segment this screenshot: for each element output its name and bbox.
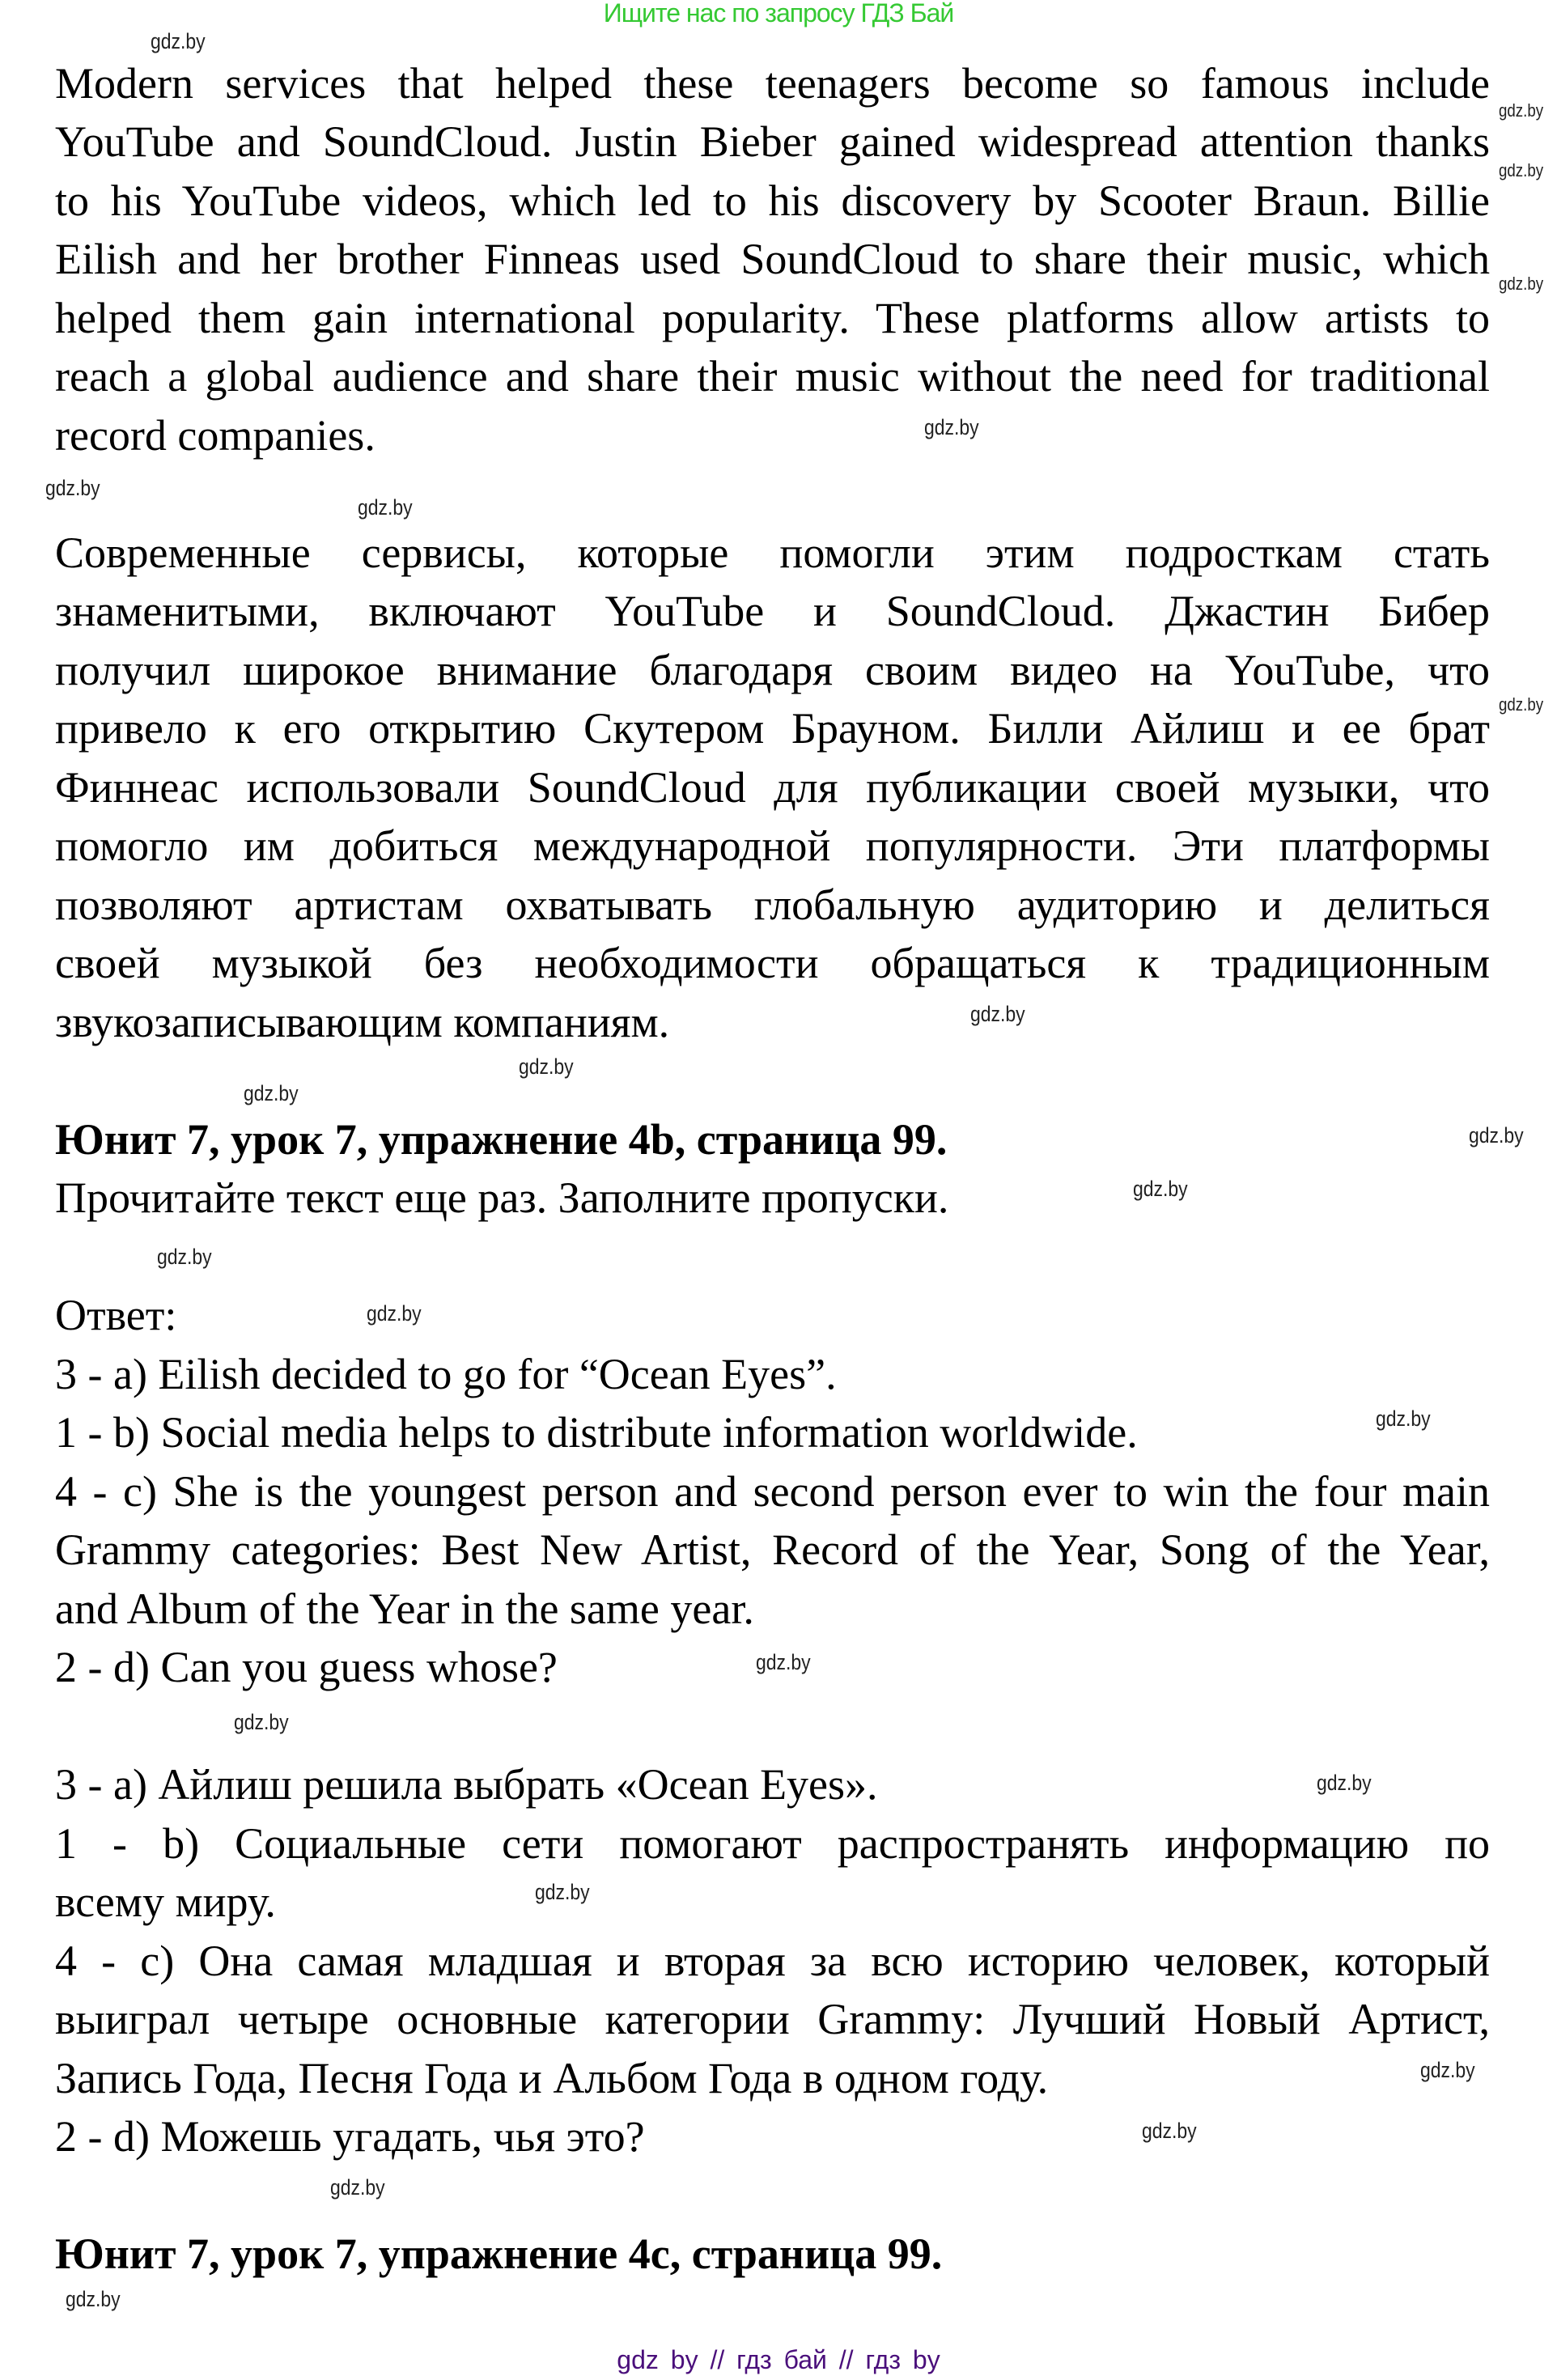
answer-en-line: 2 - d) Can you guess whose?	[55, 1643, 558, 1691]
answer-ru-line: Запись Года, Песня Года и Альбом Года в одном году.	[55, 2054, 1049, 2102]
english-text-line: YouTube and SoundCloud. Justin Bieber gained widespread attention thanks	[55, 117, 1490, 166]
answer-en-line: 4 - c) She is the youngest person and second person ever to win the four main	[55, 1467, 1490, 1516]
watermark: gdz.by	[1133, 1177, 1188, 1201]
answer-ru-line: 3 - a) Айлиш решила выбрать «Ocean Eyes».	[55, 1760, 878, 1809]
watermark: gdz.by	[330, 2175, 385, 2200]
watermark: gdz.by	[1499, 274, 1544, 294]
russian-text-line: Финнеас использовали SoundCloud для публикации своей музыки, что	[55, 763, 1490, 812]
watermark: gdz.by	[367, 1301, 422, 1326]
english-text-line: reach a global audience and share their music without the need for traditional	[55, 352, 1490, 401]
watermark: gdz.by	[1499, 694, 1544, 715]
answer-ru-line: 1 - b) Социальные сети помогают распространять информацию по	[55, 1819, 1490, 1868]
exercise-4b-instruction: Прочитайте текст еще раз. Заполните пропуски.	[55, 1173, 949, 1222]
russian-text-line: Современные сервисы, которые помогли этим подросткам стать	[55, 528, 1490, 577]
watermark: gdz.by	[1420, 2058, 1475, 2082]
watermark: gdz.by	[45, 476, 100, 500]
watermark: gdz.by	[358, 495, 413, 520]
watermark: gdz.by	[535, 1880, 590, 1904]
watermark: gdz.by	[1376, 1406, 1431, 1431]
watermark: gdz.by	[234, 1710, 289, 1734]
watermark: gdz.by	[924, 415, 979, 439]
watermark: gdz.by	[970, 1002, 1025, 1026]
watermark: gdz.by	[151, 29, 206, 53]
watermark: gdz.by	[1469, 1123, 1524, 1148]
answer-en-line: 3 - a) Eilish decided to go for “Ocean Eyes”.	[55, 1350, 837, 1398]
english-text-line: helped them gain international popularity. These platforms allow artists to	[55, 294, 1490, 342]
watermark: gdz.by	[66, 2287, 121, 2311]
search-banner[interactable]: Ищите нас по запросу ГДЗ Бай	[603, 0, 954, 28]
watermark: gdz.by	[1499, 100, 1544, 121]
russian-text-line: знаменитыми, включают YouTube и SoundCloud. Джастин Бибер	[55, 587, 1490, 635]
answer-en-line: and Album of the Year in the same year.	[55, 1585, 754, 1633]
answer-ru-line: 2 - d) Можешь угадать, чья это?	[55, 2112, 645, 2161]
russian-text-line: помогло им добиться международной популярности. Эти платформы	[55, 821, 1490, 870]
watermark: gdz.by	[519, 1054, 574, 1079]
watermark: gdz.by	[244, 1081, 299, 1105]
russian-text-line: получил широкое внимание благодаря своим видео на YouTube, что	[55, 646, 1490, 694]
english-text-line: Eilish and her brother Finneas used SoundCloud to share their music, which	[55, 235, 1490, 283]
answer-ru-line: всему миру.	[55, 1877, 276, 1926]
answer-ru-line: выиграл четыре основные категории Grammy: Лучший Новый Артист,	[55, 1995, 1490, 2043]
russian-text-line: своей музыкой без необходимости обращаться к традиционным	[55, 939, 1490, 987]
exercise-4b-heading: Юнит 7, урок 7, упражнение 4b, страница 99.	[55, 1115, 948, 1164]
russian-text-line: привело к его открытию Скутером Брауном. Билли Айлиш и ее брат	[55, 704, 1490, 753]
russian-text-line: звукозаписывающим компаниям.	[55, 998, 670, 1046]
answer-en-line: Grammy categories: Best New Artist, Record of the Year, Song of the Year,	[55, 1525, 1490, 1574]
russian-text-line: позволяют артистам охватывать глобальную аудиторию и делиться	[55, 880, 1490, 929]
english-text-line: Modern services that helped these teenagers become so famous include	[55, 59, 1490, 108]
exercise-4c-heading: Юнит 7, урок 7, упражнение 4c, страница 99.	[55, 2229, 943, 2278]
watermark: gdz.by	[756, 1650, 811, 1674]
english-text-line: record companies.	[55, 411, 375, 460]
watermark: gdz.by	[1142, 2119, 1197, 2143]
watermark: gdz.by	[157, 1245, 212, 1269]
answer-ru-line: 4 - c) Она самая младшая и вторая за всю историю человек, который	[55, 1937, 1490, 1985]
footer-links[interactable]: gdz by // гдз бай // гдз by	[617, 2345, 940, 2374]
english-text-line: to his YouTube videos, which led to his discovery by Scooter Braun. Billie	[55, 176, 1490, 225]
watermark: gdz.by	[1317, 1771, 1372, 1795]
watermark: gdz.by	[1499, 160, 1544, 180]
answer-en-line: 1 - b) Social media helps to distribute information worldwide.	[55, 1408, 1138, 1457]
answer-label: Ответ:	[55, 1291, 177, 1339]
